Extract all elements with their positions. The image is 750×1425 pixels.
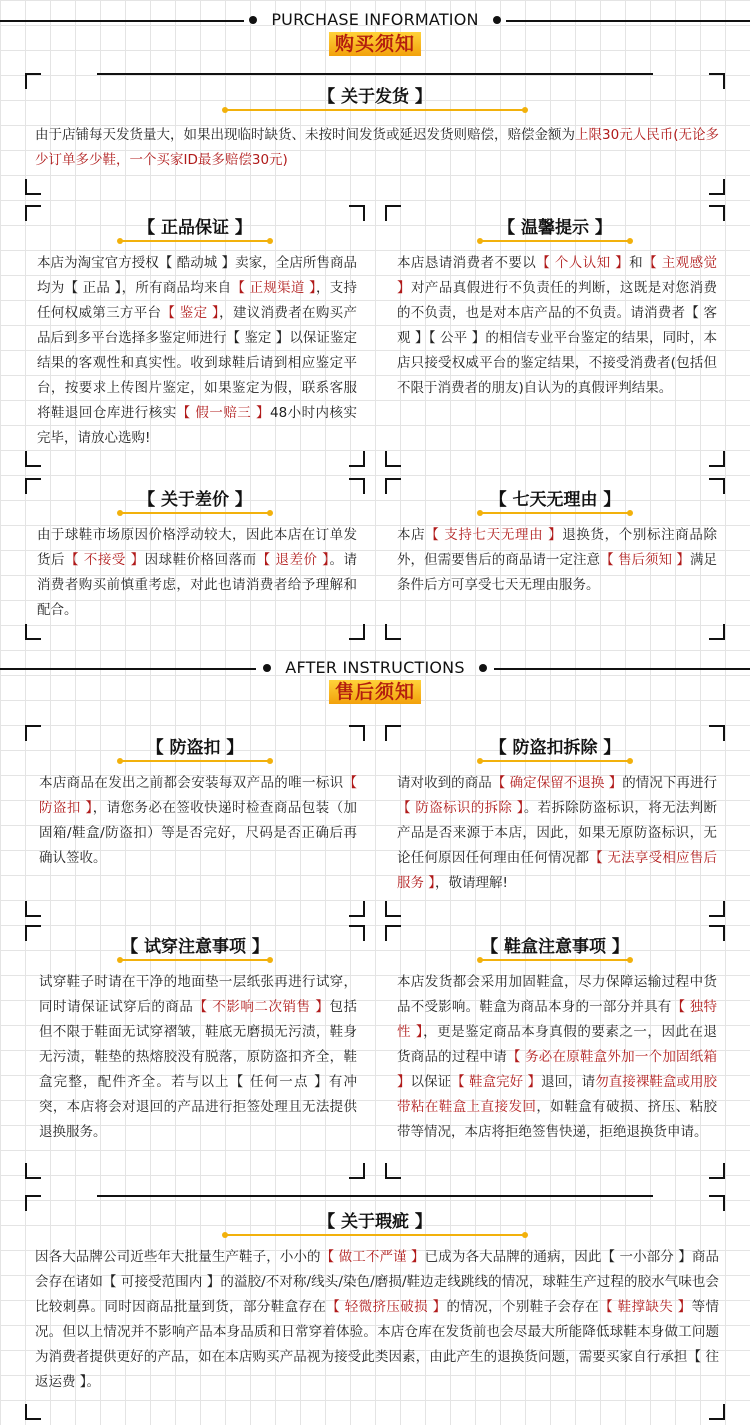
section-text bbox=[397, 251, 717, 401]
section-anti-theft-tag bbox=[25, 725, 365, 917]
after-header bbox=[0, 657, 750, 705]
highlight-text: 【 做工不严谨 】 bbox=[320, 1249, 425, 1265]
section-title: 【 关于差价 】 bbox=[138, 490, 252, 510]
body-text: 本店恳请消费者不要以 bbox=[397, 255, 537, 271]
body-text: 以保证 bbox=[410, 1074, 452, 1090]
body-text: 因各大品牌公司近些年大批量生产鞋子，小小的 bbox=[35, 1249, 321, 1265]
section-text bbox=[37, 251, 357, 451]
section-genuine bbox=[25, 205, 365, 467]
body-text: 满足条件后方可享受七天无理由服务。 bbox=[397, 552, 718, 593]
body-text: 请对收到的商品 bbox=[397, 775, 492, 791]
purchase-header-cn: 购买须知 bbox=[329, 32, 421, 56]
title-underline bbox=[120, 959, 270, 961]
body-text: 的情况下再进行 bbox=[622, 775, 717, 791]
body-text: 本店为淘宝官方授权【 酷动城 】卖家，全店所售商品均为【 正品 】，所有商品均来自 bbox=[37, 255, 357, 296]
highlight-text: 【 鉴定 】 bbox=[161, 305, 220, 321]
purchase-header bbox=[0, 9, 750, 57]
highlight-text: 【 支持七天无理由 】 bbox=[425, 527, 563, 543]
body-text: ，请您务必在签收快递时检查商品包装（加固箱/鞋盒/防盗扣）等是否完好，尺码是否正确后再确认签收。 bbox=[39, 800, 358, 866]
section-defects bbox=[25, 1195, 725, 1420]
body-text: 对产品真假进行不负责任的判断，这既是对您消费的不负责，也是对本店产品的不负责。请消费者【 客观 】【 公平 】的相信专业平台鉴定的结果，同时，本店只接受权威平台的鉴定结果，不接受消费者(包括但不限于消费者的朋友)自认为的真假评判结果。 bbox=[397, 280, 718, 396]
title-underline bbox=[480, 760, 630, 762]
body-text: 本店发货都会采用加固鞋盒，尽力保障运输过程中货品不受影响。鞋盒为商品本身的一部分并具有 bbox=[397, 974, 717, 1015]
highlight-text: 【 确定保留不退换 】 bbox=[491, 775, 623, 791]
section-text bbox=[397, 523, 717, 598]
highlight-text: 【 假一赔三 】 bbox=[176, 405, 270, 421]
highlight-text: 【 防盗标识的拆除 】 bbox=[397, 800, 524, 816]
title-underline bbox=[225, 1234, 525, 1236]
highlight-text: 【 不影响二次销售 】 bbox=[193, 999, 330, 1015]
title-underline bbox=[120, 760, 270, 762]
section-tag-removal bbox=[385, 725, 725, 917]
highlight-text: 【 务必在原鞋盒外加一个加固纸箱 】 bbox=[397, 1049, 717, 1090]
highlight-text: 【 鞋撑缺失 】 bbox=[599, 1299, 692, 1315]
header-line-right bbox=[494, 668, 750, 670]
section-title: 【 关于瑕疵 】 bbox=[318, 1212, 432, 1232]
section-text bbox=[35, 123, 719, 173]
body-text: ，建议消费者在购买产品后到多平台选择多鉴定师进行【 鉴定 】以保证鉴定结果的客观性和真实性。收到球鞋后请到相应鉴定平台，按要求上传图片鉴定，如果鉴定为假，联系客服将鞋退回仓库进行核实 bbox=[37, 305, 357, 421]
highlight-text: 【 正规渠道 】 bbox=[231, 280, 317, 296]
body-text: 由于店铺每天发货量大，如果出现临时缺货、未按时间发货或延迟发货则赔偿，赔偿金额为 bbox=[35, 127, 576, 143]
body-text: ，如鞋盒有破损、挤压、粘胶带等情况，本店将拒绝签售快递，拒绝退换货申请。 bbox=[397, 1099, 718, 1140]
body-text: 。若拆除防盗标识，将无法判断产品是否来源于本店，因此，如果无原防盗标识，无论任何原因任何理由任何情况都 bbox=[397, 800, 717, 866]
highlight-text: 【 无法享受相应售后服务 】 bbox=[397, 850, 717, 891]
highlight-text: 【 退差价 】 bbox=[256, 552, 330, 568]
highlight-text: 【 个人认知 】 bbox=[536, 255, 630, 271]
body-text: ，支持任何权威第三方平台 bbox=[37, 280, 357, 321]
section-shipping bbox=[25, 73, 725, 195]
after-header-en: AFTER INSTRUCTIONS bbox=[285, 658, 465, 677]
body-text: 因球鞋价格回落而 bbox=[144, 552, 257, 568]
section-text bbox=[397, 970, 717, 1145]
highlight-text: 【 独特性 】 bbox=[397, 999, 718, 1040]
section-text bbox=[39, 970, 357, 1145]
section-title: 【 试穿注意事项 】 bbox=[121, 937, 269, 957]
section-title: 【 防盗扣拆除 】 bbox=[489, 738, 621, 758]
header-dot-right bbox=[479, 664, 487, 672]
section-text bbox=[397, 771, 717, 896]
title-underline bbox=[120, 512, 270, 514]
section-title: 【 鞋盒注意事项 】 bbox=[481, 937, 629, 957]
section-tips bbox=[385, 205, 725, 467]
purchase-header-en: PURCHASE INFORMATION bbox=[271, 10, 479, 29]
section-title: 【 防盗扣 】 bbox=[146, 738, 244, 758]
highlight-text: 【 防盗扣 】 bbox=[39, 775, 357, 816]
body-text: 退回，请 bbox=[541, 1074, 596, 1090]
section-text bbox=[35, 1245, 719, 1395]
body-text: ，更是鉴定商品本身真假的要素之一，因此在退货商品的过程中请 bbox=[397, 1024, 718, 1065]
section-text bbox=[39, 771, 357, 871]
header-dot-right bbox=[493, 16, 501, 24]
title-underline bbox=[225, 109, 525, 111]
section-text bbox=[37, 523, 357, 623]
highlight-text: 勿直接裸鞋盒或用胶带粘在鞋盒上直接发回 bbox=[397, 1074, 718, 1115]
section-shoebox bbox=[385, 925, 725, 1179]
body-text: ，敬请理解! bbox=[435, 875, 508, 891]
title-underline bbox=[120, 240, 270, 242]
section-price bbox=[25, 478, 365, 640]
title-underline bbox=[480, 959, 630, 961]
body-text: 等情况。但以上情况并不影响产品本身品质和日常穿着体验。本店仓库在发货前也会尽最大所能降低球鞋本身做工问题为消费者提供更好的产品，如在本店购买产品视为接受此类因素，由此产生的退换货问题，需要买家自行承担【 往返运费 】。 bbox=[35, 1299, 720, 1390]
highlight-text: 【 主观感觉 】 bbox=[397, 255, 717, 296]
body-text: 48小时内核实完毕，请放心选购! bbox=[37, 405, 357, 446]
body-text: 。请消费者购买前慎重考虑，对此也请消费者给予理解和配合。 bbox=[37, 552, 358, 618]
title-underline bbox=[480, 240, 630, 242]
section-try-on bbox=[25, 925, 365, 1179]
body-text: 和 bbox=[629, 255, 644, 271]
body-text: 已成为各大品牌的通病，因此【 一小部分 】商品会存在诸如【 可接受范围内 】的溢胶/不对称/线头/染色/磨损/鞋边走线跳线的情况，球鞋生产过程的胶水气味也会比较刺鼻。同时因商品批量到货，部分鞋盒存在 bbox=[35, 1249, 720, 1315]
highlight-text: 上限30元人民币(无论多少订单多少鞋，一个买家ID最多赔偿30元) bbox=[35, 127, 720, 168]
body-text: 本店商品在发出之前都会安装每双产品的唯一标识 bbox=[39, 775, 344, 791]
section-title: 【 关于发货 】 bbox=[318, 87, 432, 107]
highlight-text: 【 售后须知 】 bbox=[600, 552, 690, 568]
body-text: 包括但不限于鞋面无试穿褶皱，鞋底无磨损无污渍，鞋身无污渍，鞋垫的热熔胶没有脱落，原防盗扣齐全，鞋盒完整，配件齐全。若与以上【 任何一点 】有冲突，本店将会对退回的产品进行拒签处理且无法提供退换服务。 bbox=[39, 999, 357, 1140]
header-line-right bbox=[506, 20, 750, 22]
section-seven-day bbox=[385, 478, 725, 640]
body-text: 由于球鞋市场原因价格浮动较大，因此本店在订单发货后 bbox=[37, 527, 357, 568]
highlight-text: 【 轻微挤压破损 】 bbox=[326, 1299, 447, 1315]
title-underline bbox=[480, 512, 630, 514]
body-text: 退换货，个别标注商品除外，但需要售后的商品请一定注意 bbox=[397, 527, 718, 568]
body-text: 的情况，个别鞋子会存在 bbox=[446, 1299, 600, 1315]
body-text: 本店 bbox=[397, 527, 426, 543]
section-title: 【 温馨提示 】 bbox=[498, 218, 612, 238]
body-text: 试穿鞋子时请在干净的地面垫一层纸张再进行试穿，同时请保证试穿后的商品 bbox=[39, 974, 357, 1015]
section-title: 【 正品保证 】 bbox=[138, 218, 252, 238]
highlight-text: 【 鞋盒完好 】 bbox=[451, 1074, 542, 1090]
after-header-cn: 售后须知 bbox=[329, 680, 421, 704]
section-title: 【 七天无理由 】 bbox=[489, 490, 621, 510]
highlight-text: 【 不接受 】 bbox=[65, 552, 145, 568]
